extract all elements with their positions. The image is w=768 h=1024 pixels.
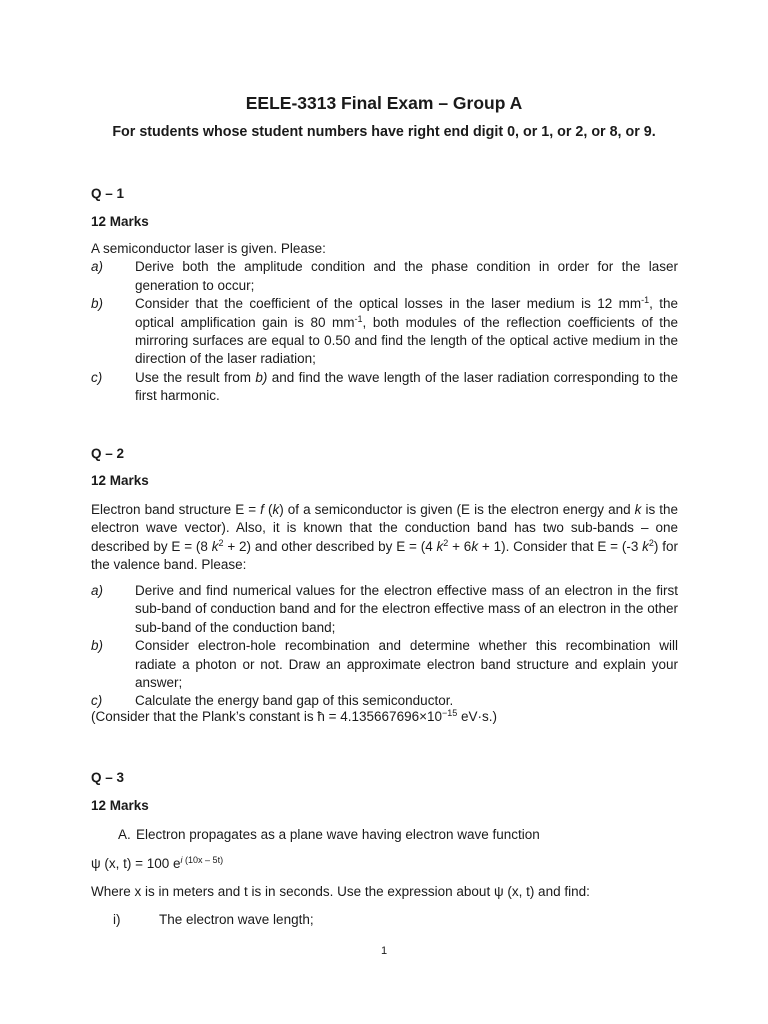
q3-i-label: i) — [113, 912, 121, 927]
q3-heading: Q – 3 — [91, 770, 125, 785]
q2-constant-note: (Consider that the Plank’s constant is ħ = $4.135667696\times 10^{-15}$ eV·s.) — [91, 708, 498, 724]
q1-part-c: c) Use the result from b) and find the wave length of the laser radiation corresponding to the first harmonic. — [91, 369, 678, 404]
q1-body — [91, 240, 678, 406]
q1-heading: Q – 1 — [91, 186, 125, 201]
q3-wave-function: ψ (x, t) = 100 $e^i$ $^{(10x - 5t)}$ — [91, 855, 224, 871]
q3-part-a: A. Electron propagates as a plane wave having electron wave function — [118, 826, 678, 844]
q1-b-label: b) — [91, 296, 104, 312]
page-number: 1 — [380, 945, 388, 957]
q3-marks: 12 Marks — [91, 798, 149, 813]
q1-intro: A semiconductor laser is given. Please: — [91, 241, 326, 256]
exam-title: EELE-3313 Final Exam – Group A — [245, 93, 523, 113]
q3-where: Where x is in meters and t is in seconds. Use the expression about ψ (x, t) and find: — [91, 884, 590, 899]
q2-part-b: b) Consider electron-hole recombination and determine whether this recombination will radiate a photon or not. Draw an approximate electron band structure and explain your answer; — [91, 638, 678, 691]
q2-b-label: b) — [91, 638, 104, 654]
q1-a-label: a) — [91, 259, 104, 275]
q2-heading: Q – 2 — [91, 446, 125, 461]
q2-part-c: c) Calculate the energy band gap of this semiconductor. — [91, 692, 678, 710]
q2-part-a: a) Derive and find numerical values for the electron effective mass of an electron in the first sub-band of conduction band and for the electron effective mass of an electron in the other sub-band of the conduction band; — [91, 583, 678, 635]
q1-part-a: a) Derive both the amplitude condition and the phase condition in order for the laser generation to occur; — [91, 259, 678, 293]
q2-c-label: c) — [91, 693, 103, 709]
q1-c-label: c) — [91, 369, 103, 385]
q3-a-label: A. — [118, 827, 131, 842]
q1-part-b: b) Consider that the coefficient of the optical losses in the laser medium is 12 $mm^{-1}$, the optical amplification gain is 80 $mm^{-1}$, both modules of the reflection coefficients of the mirroring surfaces are equal to 0.50 and find the length of the optical active medium in the direction of the laser radiation; — [91, 295, 679, 367]
q1-marks: 12 Marks — [91, 214, 149, 229]
q2-a-label: a) — [91, 583, 104, 598]
q2-intro: Electron band structure E = f (k) of a semiconductor is given (E is the electron energy and k is the electron wave vector). Also, it is known that the conduction band has two sub-bands – one described by E = (8 $k^2 + 2$) and other described by E = (4 $k^2 + 6k + 1$). Consider that E = (-3 $k^2$) for the valence band. Please: — [91, 502, 679, 573]
q3-part-i: i) The electron wave length; — [113, 911, 678, 929]
exam-subtitle: For students whose student numbers have right end digit 0, or 1, or 2, or 8, or 9. — [112, 124, 656, 140]
q2-marks: 12 Marks — [91, 473, 149, 488]
q2-parts — [91, 582, 678, 711]
